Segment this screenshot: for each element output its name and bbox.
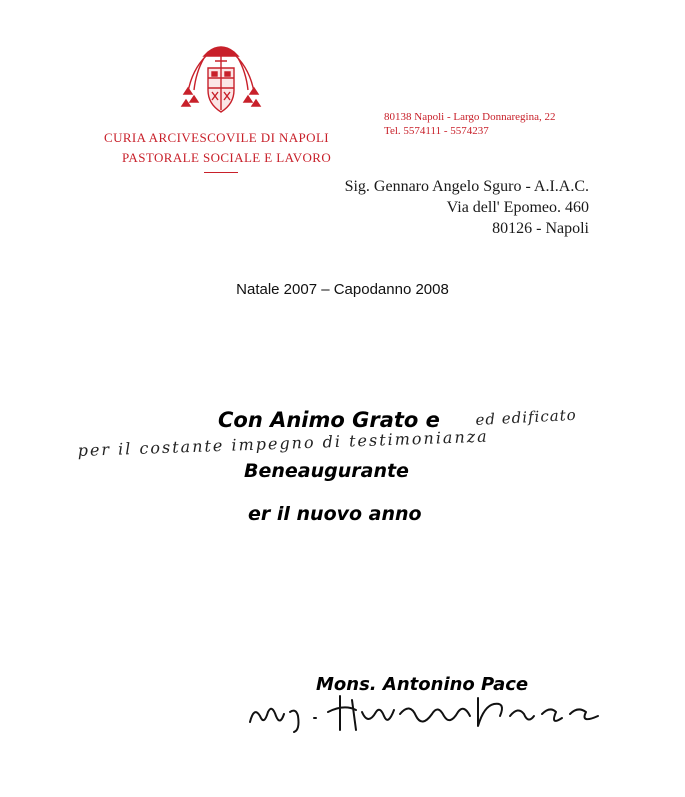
letterhead-address: 80138 Napoli - Largo Donnaregina, 22	[384, 111, 556, 123]
greeting-line-3: er il nuovo anno	[248, 503, 422, 525]
recipient-city: 80126 - Napoli	[492, 220, 589, 237]
handwritten-signature-icon	[244, 686, 604, 734]
cardinal-coat-of-arms-icon	[178, 40, 264, 118]
greeting-line-1: Con Animo Grato e	[218, 408, 440, 432]
department-name: PASTORALE SOCIALE E LAVORO	[122, 150, 332, 165]
greeting-line-2: Beneaugurante	[244, 460, 409, 482]
letterhead-divider	[204, 172, 238, 173]
handwritten-note-1: ed edificato	[475, 405, 578, 429]
occasion-title: Natale 2007 – Capodanno 2008	[236, 281, 449, 298]
letterhead-phone: Tel. 5574111 - 5574237	[384, 125, 489, 137]
recipient-name: Sig. Gennaro Angelo Sguro - A.I.A.C.	[344, 178, 589, 195]
signer-name: Mons. Antonino Pace	[316, 674, 529, 695]
recipient-street: Via dell' Epomeo. 460	[446, 199, 589, 216]
org-name: CURIA ARCIVESCOVILE DI NAPOLI	[104, 130, 330, 145]
handwritten-note-2: per il costante impegno di testimonianza	[77, 426, 489, 460]
